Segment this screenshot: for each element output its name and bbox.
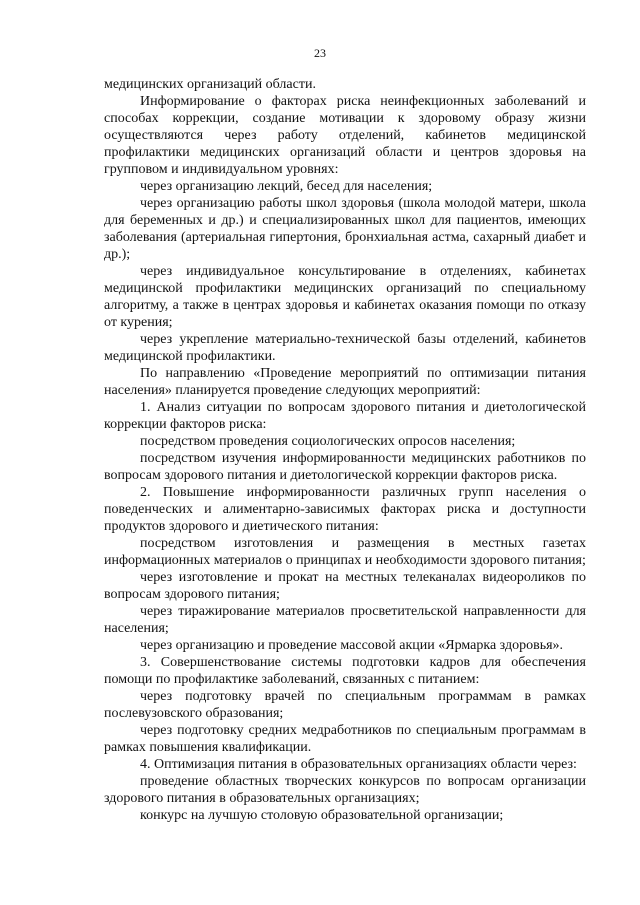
page-number: 23 [314,46,326,60]
list-item: посредством проведения социологических опросов населения; [140,434,516,449]
paragraph: По направлению «Проведение мероприятий по оптимизации питания населения» планируется проведение следующих мероприятий: [104,366,586,398]
numbered-item: 2. Повышение информированности различных групп населения о поведенческих и алиментарно-зависимых факторах риска и доступности продуктов здорового и диетического питания: [104,485,586,534]
list-item: через тиражирование материалов просветительской направленности для населения; [104,604,586,636]
paragraph: Информирование о факторах риска неинфекционных заболеваний и способах коррекции, создание мотивации к здоровому образу жизни осуществляются через работу отделений, кабинетов медицинской профилактики медицинских организаций области и центров здоровья на групповом и индивидуальном уровнях: [104,94,586,177]
list-item: через организацию лекций, бесед для населения; [140,179,433,194]
list-item: через укрепление материально-технической базы отделений, кабинетов медицинской профилактики. [104,332,586,364]
list-item: через индивидуальное консультирование в отделениях, кабинетах медицинской профилактики медицинских организаций по специальному алгоритму, а также в центрах здоровья и кабинетах оказания помощи по отказу от курения; [104,264,586,330]
numbered-item: 4. Оптимизация питания в образовательных организациях области через: [140,757,577,772]
list-item: через организацию и проведение массовой акции «Ярмарка здоровья». [140,638,564,653]
list-item: через подготовку средних медработников по специальным программам в рамках повышения квалификации. [104,723,586,755]
numbered-item: 3. Совершенствование системы подготовки кадров для обеспечения помощи по профилактике заболеваний, связанных с питанием: [104,655,586,687]
list-item: посредством изготовления и размещения в местных газетах информационных материалов о принципах и необходимости здорового питания; [104,536,586,568]
list-item: посредством изучения информированности медицинских работников по вопросам здорового питания и диетологической коррекции факторов риска. [104,451,586,483]
list-item: через подготовку врачей по специальным программам в рамках послевузовского образования; [104,689,586,721]
list-item: конкурс на лучшую столовую образовательной организации; [140,808,504,823]
list-item: проведение областных творческих конкурсов по вопросам организации здорового питания в образовательных организациях; [104,774,586,806]
document-body [104,76,586,824]
list-item: через изготовление и прокат на местных телеканалах видеороликов по вопросам здорового питания; [104,570,586,602]
paragraph: медицинских организаций области. [104,77,316,92]
numbered-item: 1. Анализ ситуации по вопросам здорового питания и диетологической коррекции факторов риска: [104,400,586,432]
list-item: через организацию работы школ здоровья (школа молодой матери, школа для беременных и др.) и специализированных школ для пациентов, имеющих заболевания (артериальная гипертония, бронхиальная астма, сахарный диабет и др.); [104,196,586,262]
